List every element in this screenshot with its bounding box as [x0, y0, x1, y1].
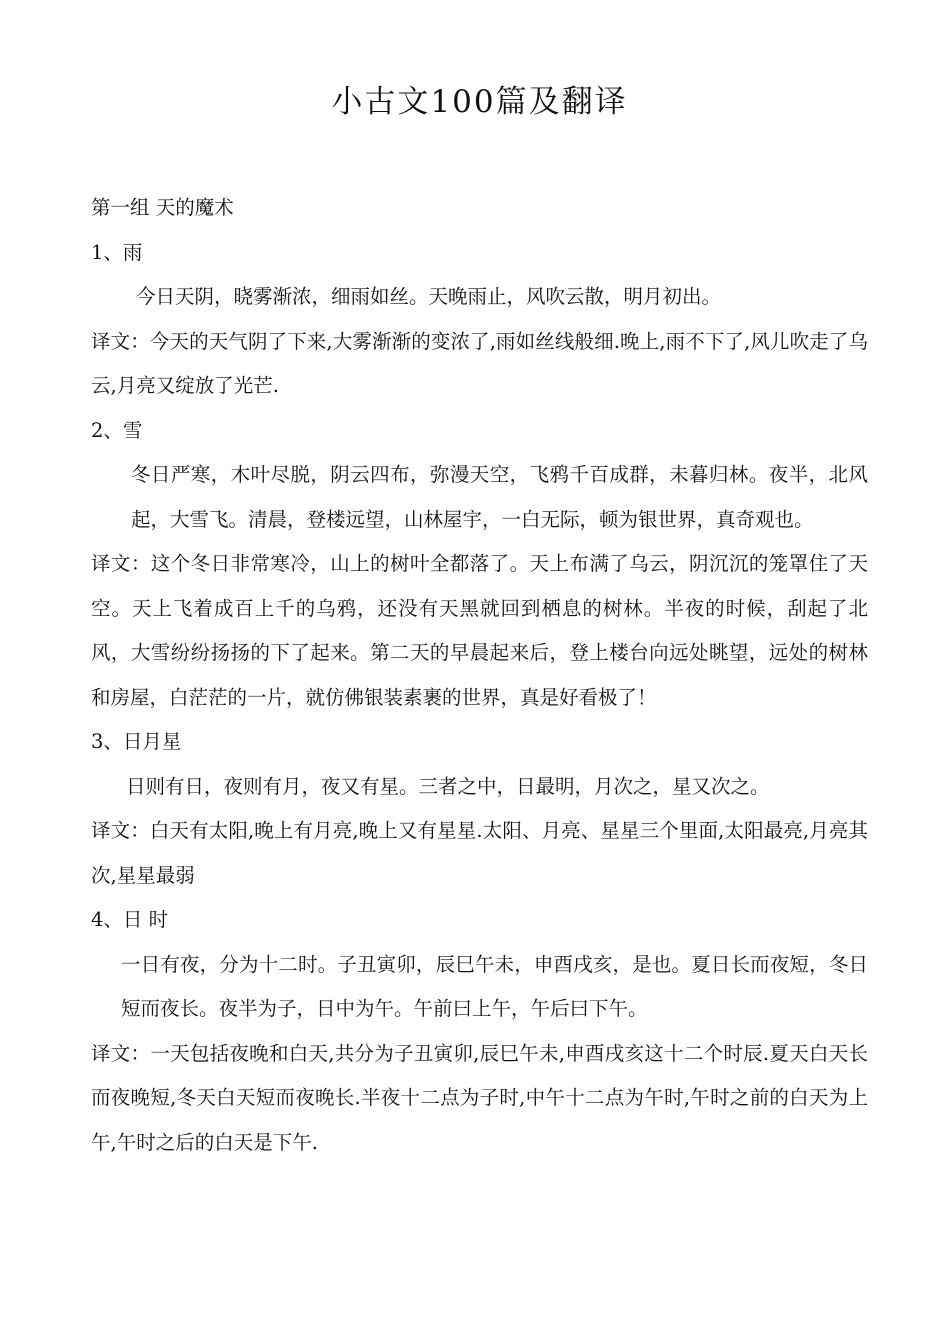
section-snow	[91, 409, 868, 721]
original-text: 今日天阴，晓雾渐浓，细雨如丝。天晚雨止，风吹云散，明月初出。	[136, 285, 722, 308]
document-body	[91, 186, 868, 1165]
document-title: 小古文100篇及翻译	[331, 84, 628, 120]
section-heading: 1、雨	[91, 240, 143, 264]
translation-text: 译文：白天有太阳,晚上有月亮,晚上又有星星.太阳、月亮、星星三个里面,太阳最亮,月亮其次,星星最弱	[91, 819, 868, 887]
section-heading: 3、日月星	[91, 730, 182, 753]
original-text: 冬日严寒，木叶尽脱，阴云四布，弥漫天空，飞鸦千百成群，未暮归林。夜半，北风起，大雪飞。清晨，登楼远望，山林屋宇，一白无际，顿为银世界，真奇观也。	[131, 463, 868, 531]
section-sun-moon-stars	[91, 720, 868, 898]
translation-text: 译文：一天包括夜晚和白天,共分为子丑寅卯,辰巳午未,申酉戌亥这十二个时辰.夏天白天长而夜晚短,冬天白天短而夜晚长.半夜十二点为子时,中午十二点为午时,午时之前的白天为上午,午时之后的白天是下午.	[91, 1041, 868, 1154]
section-rain	[91, 231, 868, 409]
translation-text: 译文：今天的天气阴了下来,大雾渐渐的变浓了,雨如丝线般细.晚上,雨不下了,风儿吹走了乌云,月亮又绽放了光芒.	[91, 329, 868, 397]
section-day-hours	[91, 898, 868, 1165]
original-text: 日则有日，夜则有月，夜又有星。三者之中，日最明，月次之，星又次之。	[126, 774, 770, 798]
translation-text: 译文：这个冬日非常寒冷，山上的树叶全都落了。天上布满了乌云，阴沉沉的笼罩住了天空。天上飞着成百上千的乌鸦，还没有天黑就回到栖息的树林。半夜的时候，刮起了北风，大雪纷纷扬扬的下了起来。第二天的早晨起来后，登上楼台向远处眺望，远处的树林和房屋，白茫茫的一片，就仿佛银装素裹的世界，真是好看极了！	[91, 552, 868, 709]
group-heading: 第一组 天的魔术	[91, 196, 234, 219]
section-heading: 4、日 时	[91, 908, 169, 931]
section-heading: 2、雪	[91, 418, 143, 442]
original-text: 一日有夜，分为十二时。子丑寅卯，辰巳午未，申酉戌亥，是也。夏日长而夜短，冬日短而夜长。夜半为子，日中为午。午前曰上午，午后曰下午。	[121, 952, 868, 1020]
